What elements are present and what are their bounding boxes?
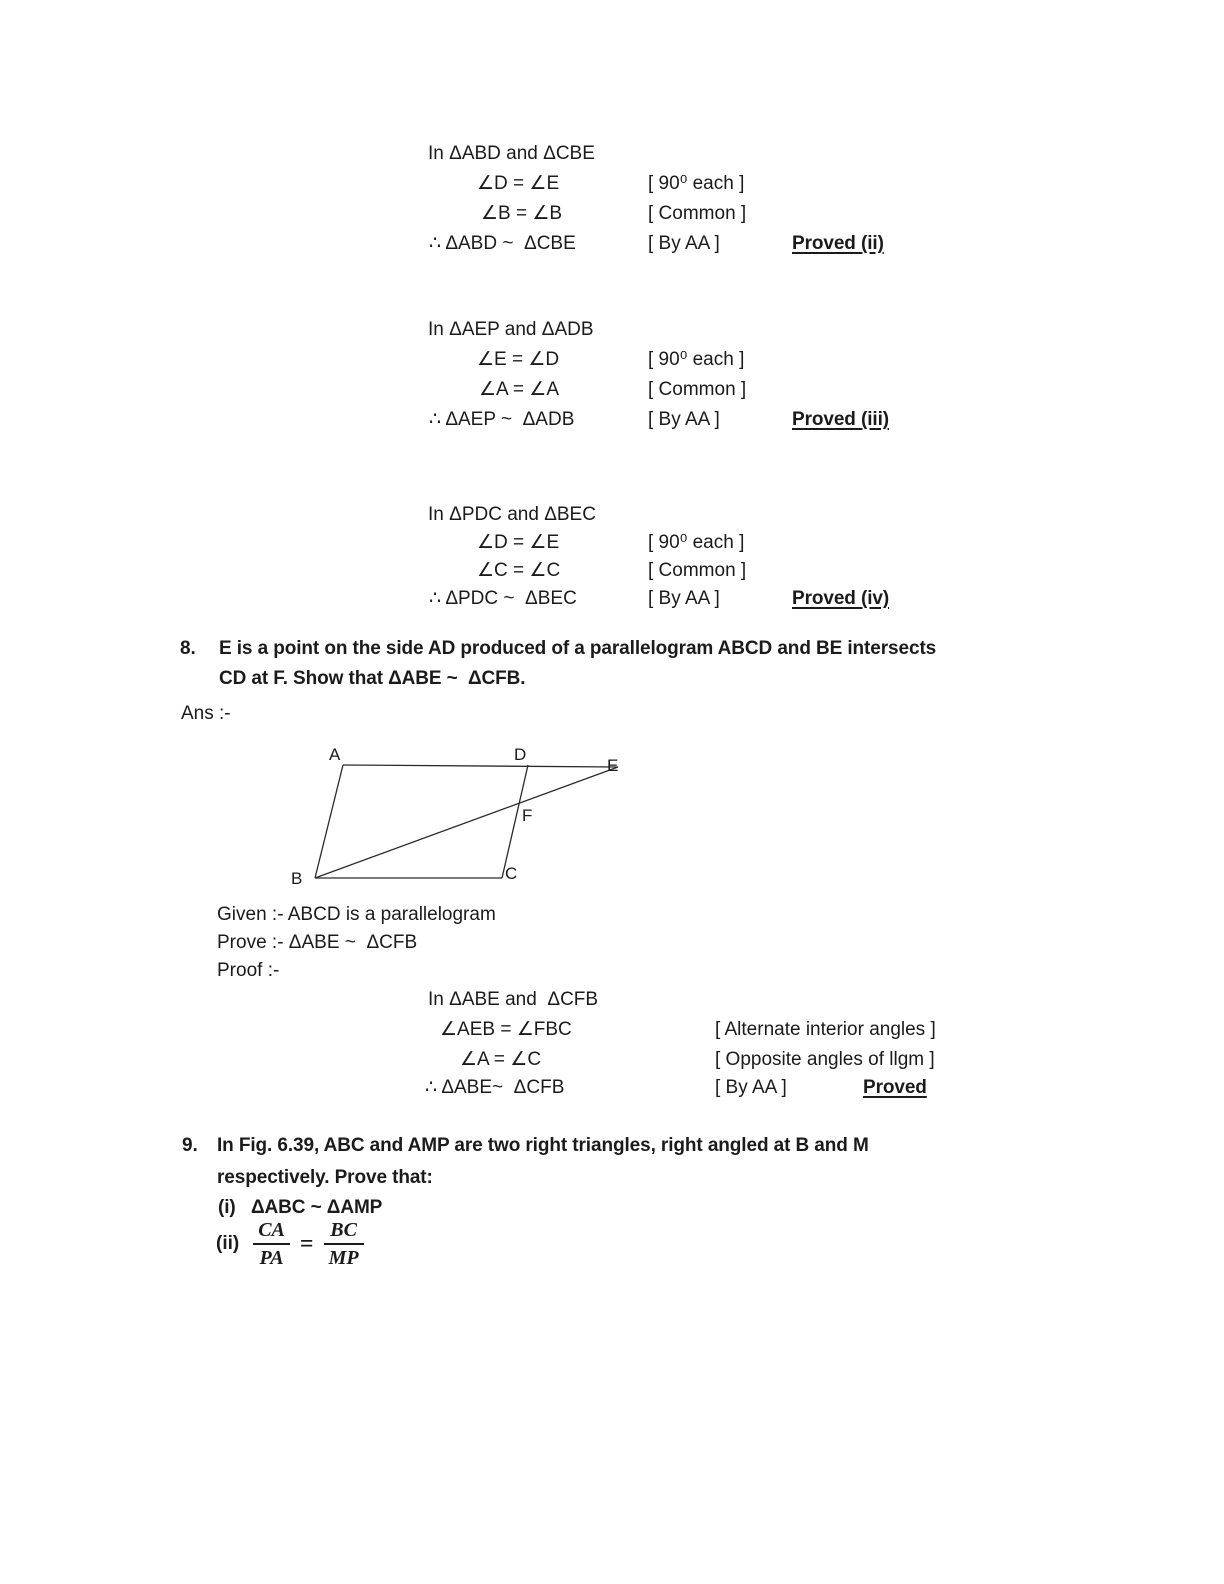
- fraction-ca-pa: [253, 1219, 290, 1269]
- parallelogram-figure: [275, 733, 645, 893]
- proof1-conclusion: ∴ ΔABD ~ ΔCBE: [429, 233, 576, 254]
- q8proof-reason-1: [ Alternate interior angles ]: [715, 1019, 936, 1040]
- figure-line-AB: [315, 765, 343, 878]
- q8proof-conclusion-reason: [ By AA ]: [715, 1077, 787, 1098]
- figure-line-BE: [315, 767, 618, 878]
- question9-text-line1: In Fig. 6.39, ABC and AMP are two right triangles, right angled at B and M: [217, 1135, 869, 1156]
- proof1-intro: In ΔABD and ΔCBE: [428, 143, 595, 164]
- proof3-reason-1: [ 90⁰ each ]: [648, 532, 745, 553]
- question9-item-ii-label: (ii): [216, 1233, 240, 1254]
- fraction-numerator: BC: [330, 1219, 357, 1241]
- proof1-reason-2: [ Common ]: [648, 203, 747, 224]
- proof3-conclusion-reason: [ By AA ]: [648, 588, 720, 609]
- prove-statement: Prove :- ΔABE ~ ΔCFB: [217, 932, 418, 953]
- question8-text-line2: CD at F. Show that ΔABE ~ ΔCFB.: [219, 668, 526, 689]
- figure-label-E: E: [607, 756, 619, 775]
- proof-label: Proof :-: [217, 960, 280, 981]
- figure-label-C: C: [505, 864, 518, 883]
- question9-item-i-label: (i): [218, 1197, 236, 1218]
- proof2-proved-label: Proved (iii): [792, 409, 889, 430]
- question9-text-line2: respectively. Prove that:: [217, 1167, 433, 1188]
- proof2-intro: In ΔAEP and ΔADB: [428, 319, 594, 340]
- question9-item-ii: [216, 1219, 364, 1269]
- q8proof-intro: In ΔABE and ΔCFB: [428, 989, 599, 1010]
- q8proof-proved-label: Proved: [863, 1077, 927, 1098]
- proof3-statement-2: ∠C = ∠C: [477, 560, 561, 581]
- figure-line-ADE: [343, 765, 618, 767]
- question9-number: 9.: [182, 1135, 198, 1156]
- given-statement: Given :- ABCD is a parallelogram: [217, 904, 496, 925]
- question9-item-i-text: ΔABC ~ ΔAMP: [251, 1197, 383, 1218]
- question8-number: 8.: [180, 638, 196, 659]
- figure-label-D: D: [514, 745, 527, 764]
- q8proof-reason-2: [ Opposite angles of llgm ]: [715, 1049, 935, 1070]
- fraction-denominator: PA: [253, 1243, 290, 1269]
- answer-label: Ans :-: [181, 703, 231, 724]
- figure-label-B: B: [291, 869, 303, 888]
- proof3-proved-label: Proved (iv): [792, 588, 890, 609]
- q8proof-statement-2: ∠A = ∠C: [460, 1049, 542, 1070]
- proof2-reason-2: [ Common ]: [648, 379, 747, 400]
- proof2-statement-1: ∠E = ∠D: [477, 349, 560, 370]
- q8proof-statement-1: ∠AEB = ∠FBC: [440, 1019, 572, 1040]
- fraction-denominator: MP: [324, 1243, 364, 1269]
- proof1-proved-label: Proved (ii): [792, 233, 884, 254]
- proof3-reason-2: [ Common ]: [648, 560, 747, 581]
- fraction-numerator: CA: [258, 1219, 285, 1241]
- figure-label-A: A: [329, 745, 341, 764]
- proof2-conclusion: ∴ ΔAEP ~ ΔADB: [429, 409, 575, 430]
- proof3-statement-1: ∠D = ∠E: [477, 532, 560, 553]
- fraction-bc-mp: [324, 1219, 364, 1269]
- proof2-statement-2: ∠A = ∠A: [479, 379, 560, 400]
- proof1-statement-1: ∠D = ∠E: [477, 173, 560, 194]
- q8proof-conclusion: ∴ ΔABE~ ΔCFB: [425, 1077, 565, 1098]
- proof3-conclusion: ∴ ΔPDC ~ ΔBEC: [429, 588, 577, 609]
- proof1-conclusion-reason: [ By AA ]: [648, 233, 720, 254]
- question8-text-line1: E is a point on the side AD produced of a parallelogram ABCD and BE intersects: [219, 638, 937, 659]
- proof1-reason-1: [ 90⁰ each ]: [648, 173, 745, 194]
- proof2-reason-1: [ 90⁰ each ]: [648, 349, 745, 370]
- proof3-intro: In ΔPDC and ΔBEC: [428, 504, 596, 525]
- equals-sign: =: [299, 1230, 314, 1257]
- proof2-conclusion-reason: [ By AA ]: [648, 409, 720, 430]
- proof1-statement-2: ∠B = ∠B: [481, 203, 563, 224]
- figure-label-F: F: [522, 806, 533, 825]
